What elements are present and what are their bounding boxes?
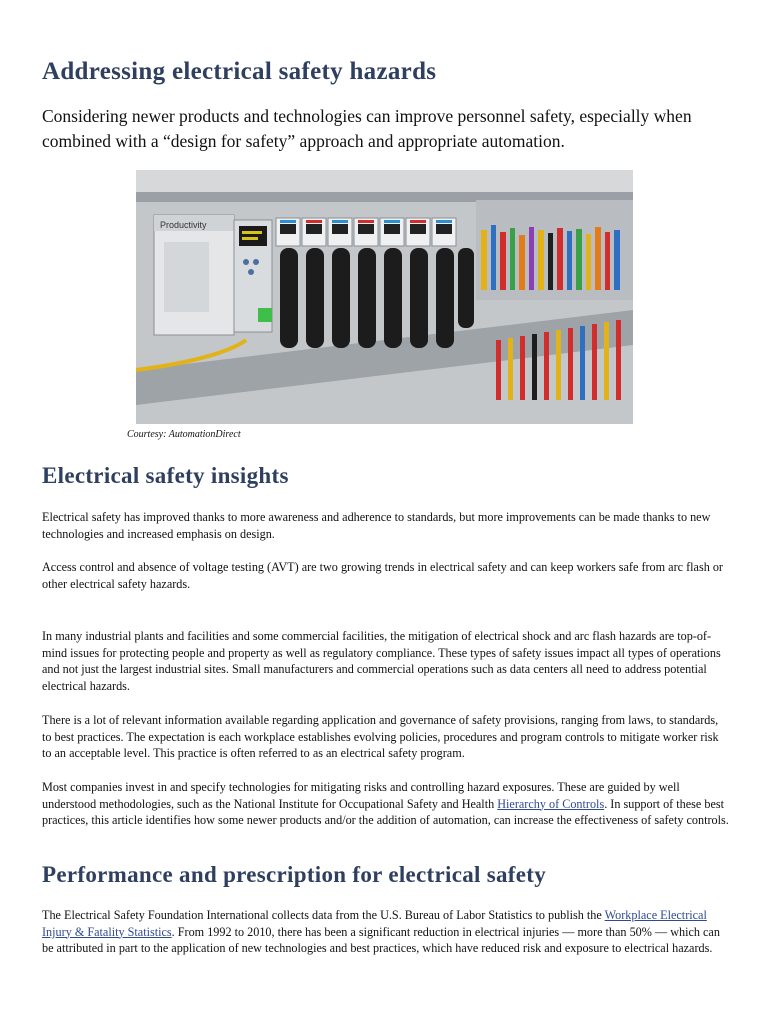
paragraph-6 (42, 907, 730, 957)
paragraph-5-text-after: . In support of these best practices, this article identifies how some newer products and/or the addition of automation, can increase the effectiveness of safety controls. (42, 796, 729, 828)
article-lead: Considering newer products and technologies can improve personnel safety, especially when combined with a “design for safety” approach and appropriate automation. (42, 106, 692, 151)
wire-bundle-top (481, 225, 620, 290)
paragraph-1: Electrical safety has improved thanks to more awareness and adherence to standards, but more improvements can be made thanks to new technologies and increased emphasis on design. (42, 510, 711, 541)
paragraph-4: There is a lot of relevant information available regarding application and governance of safety provisions, ranging from laws, to standards, to best practices. The expectation is each workplace establishes evolving policies, procedures and program controls to mitigate worker risk to an acceptable level. This practice is often referred to as an electrical safety program. (42, 713, 719, 761)
hierarchy-of-controls-link[interactable]: Hierarchy of Controls (497, 796, 605, 811)
paragraph-2: Access control and absence of voltage testing (AVT) are two growing trends in electrical safety and can keep workers safe from arc flash or other electrical safety hazards. (42, 560, 723, 591)
paragraph-5 (42, 779, 730, 829)
injury-statistics-link[interactable]: Workplace Electrical Injury & Fatality Statistics (42, 908, 707, 939)
paragraph-6-text-before: The Electrical Safety Foundation International collects data from the U.S. Bureau of Labor Statistics to publish the (42, 908, 605, 922)
paragraph-6-text-after: . From 1992 to 2010, there has been a significant reduction in electrical injuries — more than 50% — which can be attributed in part to the application of new technologies and best practices, which have reduced risk and exposure to electrical hazards. (42, 924, 720, 956)
article-title: Addressing electrical safety hazards (42, 58, 437, 85)
paragraph-5-text-before: Most companies invest in and specify technologies for mitigating risks and controlling hazard exposures. These are guided by well understood methodologies, such as the National Institute for Occupational Safety and Health (42, 780, 680, 811)
paragraph-3: In many industrial plants and facilities and some commercial facilities, the mitigation of electrical shock and arc flash hazards are top-of-mind issues for protecting people and property as well as regulatory compliance. These types of safety issues impact all types of operations and not just the largest industrial sites. Small manufacturers and commercial operations such as data centers all need to address potential electrical hazards. (42, 629, 721, 693)
plc-brand-label: Productivity (160, 220, 207, 230)
plc-panel-illustration (136, 170, 633, 424)
section-heading-insights: Electrical safety insights (42, 463, 289, 488)
section-heading-performance: Performance and prescription for electrical safety (42, 862, 547, 887)
figure-caption: Courtesy: AutomationDirect (127, 429, 241, 440)
plc-panel-photo (136, 170, 633, 424)
